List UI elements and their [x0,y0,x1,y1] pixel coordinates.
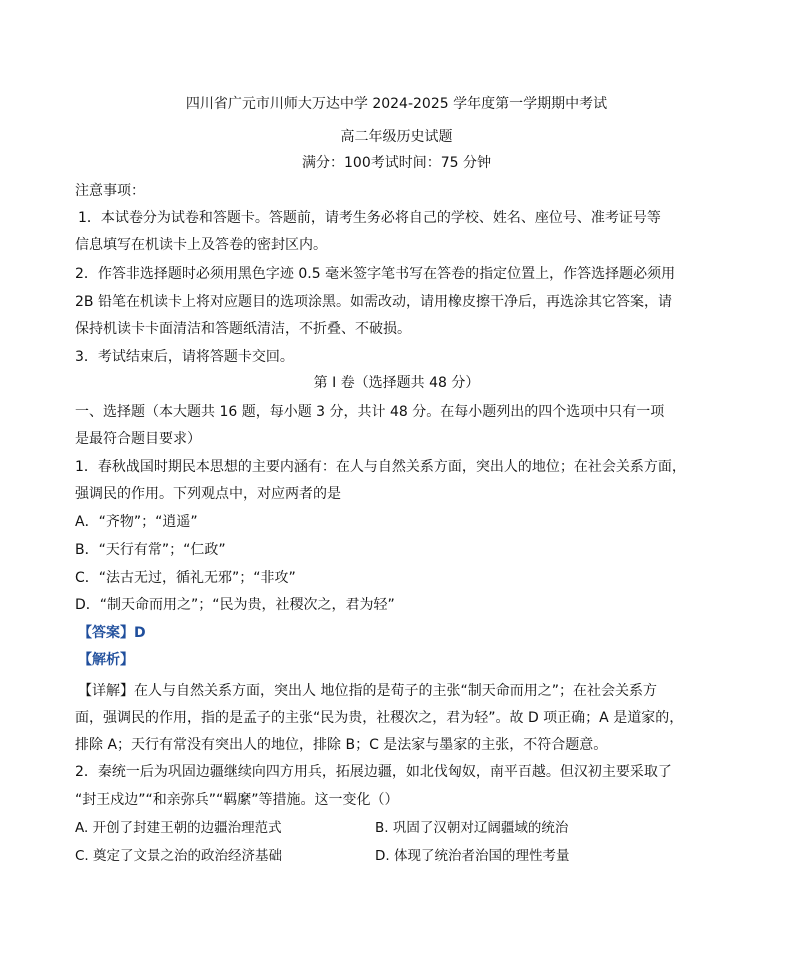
q1-option-b: B．“天行有常”；“仁政” [75,542,226,558]
q1-option-c: C．“法古无过，循礼无邪”；“非攻” [75,570,296,586]
q2-option-d: D. 体现了统治者治国的理性考量 [375,848,570,864]
q2-option-a: A. 开创了封建王朝的边疆治理范式 [75,820,282,836]
section-instructions-line-1: 一、选择题（本大题共 16 题，每小题 3 分，共计 48 分。在每小题列出的四个选项中只有一项 [75,404,665,420]
exam-info: 满分：100考试时间：75 分钟 [302,155,491,171]
school-title: 四川省广元市川师大万达中学 2024-2025 学年度第一学期期中考试 [185,96,608,112]
q1-option-d: D．“制天命而用之”；“民为贵，社稷次之，君为轻” [75,597,395,613]
section-instructions-line-2: 是最符合题目要求） [75,431,201,447]
q1-stem-line-2: 强调民的作用。下列观点中，对应两者的是 [75,486,341,502]
q1-option-a: A．“齐物”；“逍遥” [75,514,198,530]
subject-title: 高二年级历史试题 [340,129,453,145]
q2-option-b: B. 巩固了汉朝对辽阔疆域的统治 [375,820,569,836]
q2-stem-line-2: “封王戍边”“和亲弥兵”“羁縻”等措施。这一变化（） [75,792,399,808]
q1-stem-line-1: 1．春秋战国时期民本思想的主要内涵有：在人与自然关系方面，突出人的地位；在社会关系方面， [75,459,686,475]
q1-detail-line-2: 面，强调民的作用，指的是孟子的主张“民为贵，社稷次之，君为轻”。故 D 项正确；A 是道家的， [75,710,684,726]
notice-item-3: 3．考试结束后，请将答题卡交回。 [75,349,294,365]
q1-analysis-label: 【解析】 [78,652,134,668]
notice-item-2-line-3: 保持机读卡卡面清洁和答题纸清洁，不折叠、不破损。 [75,321,411,337]
notice-item-1-line-2: 信息填写在机读卡上及答卷的密封区内。 [75,237,327,253]
q1-detail-line-3: 排除 A；天行有常没有突出人的地位，排除 B；C 是法家与墨家的主张，不符合题意。 [75,737,608,753]
notice-item-2-line-2: 2B 铅笔在机读卡上将对应题目的选项涂黑。如需改动，请用橡皮擦干净后，再选涂其它答案，请 [75,294,672,310]
q1-detail-line-1: 【详解】在人与自然关系方面，突出人 地位指的是荀子的主张“制天命而用之”；在社会关系方 [78,683,657,699]
q1-answer: 【答案】D [78,625,146,641]
notice-item-1-line-1: 1．本试卷分为试卷和答题卡。答题前，请考生务必将自己的学校、姓名、座位号、准考证号等 [78,210,661,226]
q2-stem-line-1: 2．秦统一后为巩固边疆继续向四方用兵，拓展边疆，如北伐匈奴，南平百越。但汉初主要采取了 [75,764,672,780]
notice-heading: 注意事项： [75,183,145,199]
part-title: 第 I 卷（选择题共 48 分） [313,375,480,391]
notice-item-2-line-1: 2．作答非选择题时必须用黑色字迹 0.5 毫米签字笔书写在答卷的指定位置上，作答选择题必须用 [75,266,676,282]
q2-option-c: C. 奠定了文景之治的政治经济基础 [75,848,283,864]
